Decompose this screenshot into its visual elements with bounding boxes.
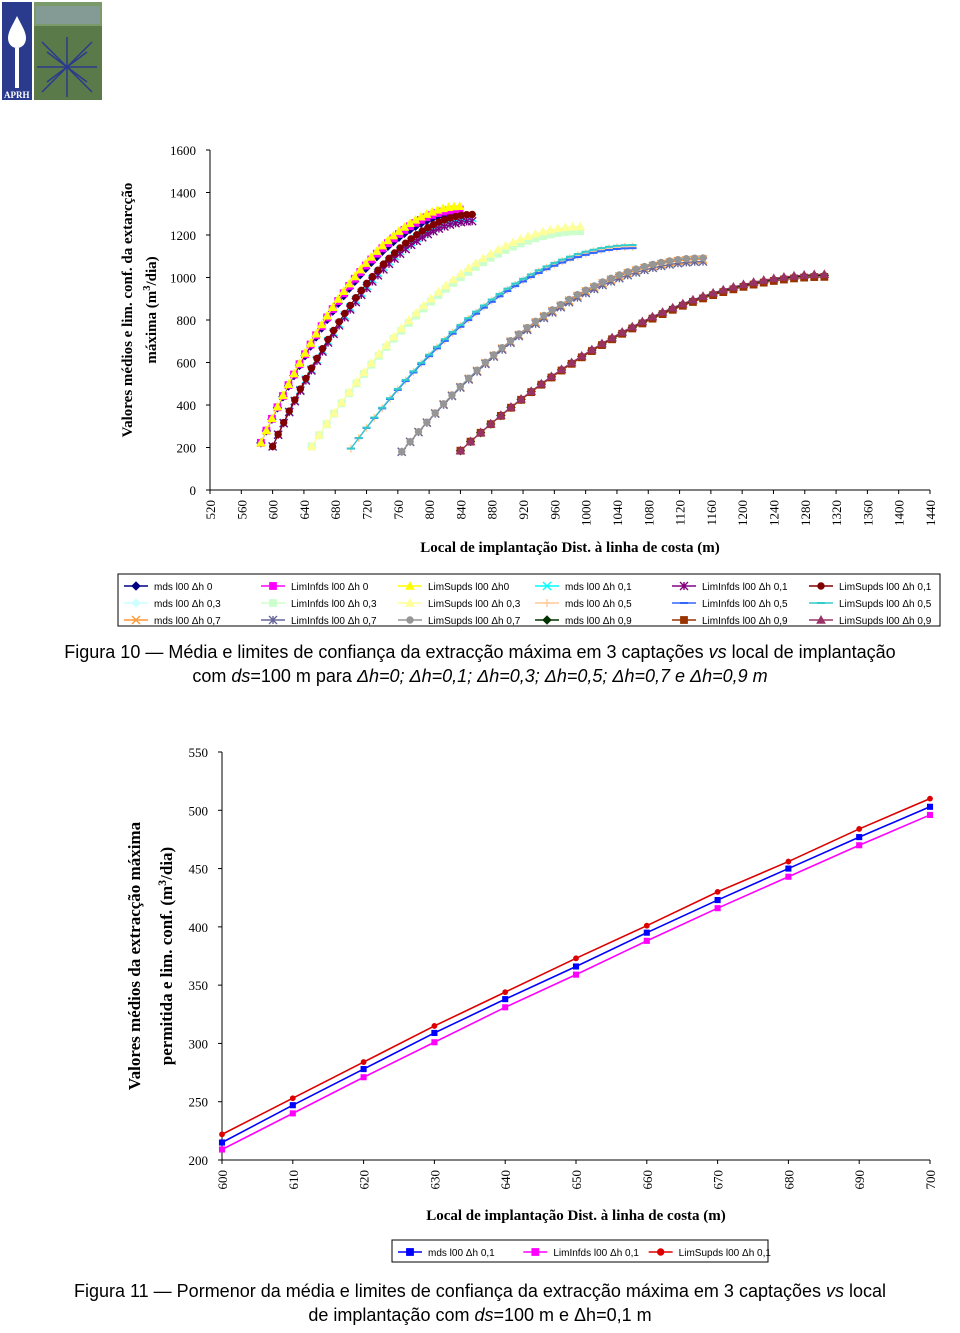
caption-text: =100 m e Δh=0,1 m — [493, 1305, 652, 1325]
legend-label: mds l00 Δh 0,9 — [565, 616, 632, 627]
data-point — [857, 843, 862, 848]
y-axis-title-sup: 3 — [142, 285, 153, 291]
legend-box — [118, 574, 940, 626]
y-axis-title-part: /dia) — [157, 846, 176, 880]
legend-swatch-marker — [818, 583, 824, 589]
series-line — [460, 277, 824, 451]
x-tick-label: 640 — [296, 500, 312, 520]
caption-text: vs — [826, 1281, 844, 1301]
caption-text: Δh=0; Δh=0,1; Δh=0,3; Δh=0,5; Δh=0,7 e Δh=0,9 m — [356, 666, 768, 686]
data-point — [449, 392, 455, 398]
data-point — [415, 429, 421, 435]
data-point — [599, 279, 605, 285]
data-point — [625, 269, 631, 275]
x-tick-label: 630 — [427, 1170, 443, 1190]
data-point — [541, 312, 547, 318]
data-point — [573, 972, 578, 977]
data-point — [583, 287, 589, 293]
data-point — [715, 889, 720, 894]
data-point — [474, 367, 480, 373]
caption-text: de implantação com — [308, 1305, 475, 1325]
legend-label: mds l00 Δh 0,7 — [154, 616, 221, 627]
data-point — [290, 1096, 295, 1101]
x-tick-label: 920 — [516, 500, 532, 520]
data-point — [532, 318, 538, 324]
x-tick-label: 1240 — [766, 500, 782, 526]
legend-swatch-marker — [532, 1249, 539, 1256]
data-point — [465, 375, 471, 381]
logo-org-text: APRH — [4, 90, 30, 100]
y-tick-label: 250 — [188, 1094, 208, 1110]
y-tick-label: 400 — [176, 398, 196, 413]
x-tick-label: 520 — [203, 500, 218, 520]
legend-label: LimSupds l00 Δh 0,1 — [839, 582, 932, 593]
data-point — [290, 1103, 295, 1108]
legend-label: mds l00 Δh 0 — [154, 582, 213, 593]
caption-text: local — [844, 1281, 887, 1301]
data-point — [391, 250, 397, 256]
series-line — [351, 245, 633, 449]
data-point — [573, 964, 578, 969]
x-tick-label: 1000 — [578, 500, 594, 526]
data-point — [658, 259, 664, 265]
data-point — [330, 327, 336, 333]
series-15 — [456, 271, 828, 454]
x-tick-label: 1080 — [641, 500, 657, 526]
y-tick-label: 0 — [189, 483, 196, 498]
series-8 — [308, 223, 584, 450]
x-tick-label: 720 — [359, 500, 375, 520]
legend-swatch-marker — [681, 617, 688, 624]
data-point — [290, 1111, 295, 1116]
data-point — [469, 211, 475, 217]
data-point — [683, 256, 689, 262]
legend-label: LimInfds l00 Δh 0,9 — [702, 616, 788, 627]
data-point — [503, 990, 508, 995]
data-point — [380, 261, 386, 267]
data-point — [566, 296, 572, 302]
series-16 — [457, 273, 828, 454]
data-point — [432, 410, 438, 416]
organization-logo — [2, 2, 102, 100]
y-axis-title-part: /dia) — [144, 256, 160, 286]
series-line — [460, 275, 824, 450]
data-point — [482, 359, 488, 365]
series-line — [273, 214, 473, 446]
y-tick-label: 1600 — [170, 143, 196, 158]
data-point — [314, 355, 320, 361]
x-tick-label: 620 — [356, 1170, 372, 1190]
series-3 — [269, 214, 477, 450]
data-point — [715, 897, 720, 902]
x-tick-label: 1400 — [891, 500, 907, 526]
y-tick-label: 550 — [188, 745, 208, 760]
data-point — [369, 273, 375, 279]
data-point — [375, 267, 381, 273]
y-axis-title-part: permitida e lim. conf. (m — [157, 885, 176, 1066]
data-point — [857, 835, 862, 840]
data-point — [507, 337, 513, 343]
legend-label: mds l00 Δh 0,3 — [154, 599, 221, 610]
y-tick-label: 450 — [188, 861, 208, 877]
caption-text: local de implantação — [726, 642, 896, 662]
x-tick-label: 1440 — [923, 500, 938, 526]
data-point — [927, 804, 932, 809]
x-tick-label: 650 — [569, 1170, 584, 1190]
series-line — [222, 815, 930, 1150]
x-tick-label: 680 — [328, 500, 344, 520]
caption-text: ds — [231, 666, 251, 686]
data-point — [220, 1132, 225, 1137]
series-line — [273, 218, 473, 446]
legend-label: LimInfds l00 Δh 0,1 — [702, 582, 788, 593]
x-tick-label: 1320 — [829, 500, 845, 526]
data-point — [219, 1147, 224, 1152]
data-point — [700, 255, 706, 261]
data-point — [641, 263, 647, 269]
data-point — [786, 866, 791, 871]
legend-swatch-marker — [407, 617, 413, 623]
y-axis-title: Valores médios da extracção máxima — [125, 821, 144, 1091]
series-5 — [269, 211, 475, 449]
y-axis-title — [155, 847, 176, 1065]
chart-detail-extraction — [0, 730, 960, 1270]
legend-label: mds l00 Δh 0,1 — [565, 582, 632, 593]
legend-label: LimInfds l00 Δh 0 — [291, 582, 369, 593]
x-tick-label: 760 — [390, 500, 406, 520]
x-tick-label: 600 — [265, 500, 281, 520]
x-tick-label: 1200 — [735, 500, 751, 526]
data-point — [691, 255, 697, 261]
x-tick-label: 1160 — [703, 500, 719, 526]
data-point — [502, 242, 510, 249]
data-point — [358, 287, 364, 293]
data-point — [432, 1040, 437, 1045]
chart-extraction-vs-distance — [0, 120, 960, 640]
data-point — [325, 336, 331, 342]
y-tick-label: 300 — [188, 1036, 208, 1052]
y-axis-title-part: máxima (m — [144, 290, 160, 364]
x-tick-label: 610 — [285, 1170, 301, 1190]
data-point — [857, 827, 862, 832]
data-point — [499, 344, 505, 350]
x-axis-title: Local de implantação Dist. à linha de costa (m) — [426, 1208, 726, 1224]
y-axis-title — [142, 256, 160, 363]
series-1 — [219, 812, 932, 1152]
data-point — [347, 302, 353, 308]
x-tick-label: 670 — [710, 1170, 726, 1190]
data-point — [608, 275, 614, 281]
x-tick-label: 1280 — [797, 500, 813, 526]
caption-text: vs — [708, 642, 727, 662]
data-point — [402, 240, 408, 246]
data-point — [361, 1075, 366, 1080]
series-line — [312, 227, 580, 447]
data-point — [432, 1030, 437, 1035]
x-tick-label: 960 — [547, 500, 563, 520]
data-point — [399, 449, 405, 455]
data-point — [503, 1005, 508, 1010]
x-tick-label: 660 — [639, 1170, 655, 1190]
data-point — [574, 291, 580, 297]
data-point — [280, 419, 286, 425]
x-tick-label: 640 — [498, 1170, 514, 1190]
data-point — [549, 307, 555, 313]
data-point — [432, 1024, 437, 1029]
x-tick-label: 690 — [852, 1170, 868, 1190]
legend-label: LimInfds l00 Δh 0,3 — [291, 599, 377, 610]
data-point — [353, 295, 359, 301]
legend-label: LimSupds l00 Δh 0,1 — [678, 1248, 771, 1259]
data-point — [650, 261, 656, 267]
data-point — [509, 238, 517, 245]
data-point — [927, 812, 932, 817]
data-point — [491, 352, 497, 358]
data-point — [786, 859, 791, 864]
y-tick-label: 1000 — [170, 270, 196, 286]
data-point — [297, 386, 303, 392]
x-axis-title: Local de implantação Dist. à linha de costa (m) — [420, 540, 720, 556]
legend-label: mds l00 Δh 0,1 — [428, 1248, 495, 1259]
data-point — [341, 310, 347, 316]
series-4 — [269, 217, 477, 450]
data-point — [666, 258, 672, 264]
y-axis-title: Valores médios e lim. conf. da extarcção — [120, 182, 136, 438]
data-point — [503, 997, 508, 1002]
x-tick-label: 1040 — [609, 500, 625, 526]
data-point — [644, 923, 649, 928]
x-tick-label: 880 — [484, 500, 500, 520]
x-tick-label: 700 — [923, 1170, 938, 1190]
data-point — [616, 272, 622, 278]
data-point — [292, 397, 298, 403]
data-point — [613, 244, 621, 252]
caption-text: =100 m para — [250, 666, 357, 686]
data-point — [524, 324, 530, 330]
x-tick-label: 600 — [215, 1170, 230, 1190]
y-tick-label: 400 — [188, 919, 208, 935]
data-point — [440, 401, 446, 407]
y-tick-label: 1400 — [170, 185, 196, 201]
legend-label: LimSupds l00 Δh0 — [428, 582, 510, 593]
y-tick-label: 200 — [188, 1153, 208, 1168]
data-point — [591, 283, 597, 289]
data-point — [487, 250, 495, 257]
data-point — [361, 1060, 366, 1065]
data-point — [597, 246, 605, 254]
data-point — [286, 408, 292, 414]
x-tick-label: 840 — [453, 500, 469, 520]
y-tick-label: 1200 — [170, 228, 196, 243]
data-point — [275, 431, 281, 437]
data-point — [517, 235, 525, 242]
data-point — [574, 956, 579, 961]
data-point — [407, 438, 413, 444]
x-tick-label: 800 — [422, 500, 438, 520]
figure-10-caption — [0, 640, 960, 688]
data-point — [675, 256, 681, 262]
caption-text: ds — [474, 1305, 494, 1325]
data-point — [928, 796, 933, 801]
legend-label: LimSupds l00 Δh 0,7 — [428, 616, 521, 627]
data-point — [397, 245, 403, 251]
data-point — [621, 243, 629, 251]
x-tick-label: 680 — [781, 1170, 797, 1190]
data-point — [715, 906, 720, 911]
data-point — [457, 383, 463, 389]
data-point — [786, 874, 791, 879]
series-17 — [456, 270, 828, 454]
data-point — [424, 419, 430, 425]
legend-swatch-marker — [270, 600, 277, 607]
data-point — [644, 930, 649, 935]
figure-11-caption — [0, 1279, 960, 1327]
data-point — [386, 255, 392, 261]
data-point — [516, 331, 522, 337]
legend-swatch-marker — [657, 1249, 663, 1255]
legend-label: LimInfds l00 Δh 0,7 — [291, 616, 377, 627]
data-point — [361, 1067, 366, 1072]
caption-text: com — [192, 666, 232, 686]
data-point — [269, 443, 275, 449]
y-tick-label: 500 — [188, 803, 208, 819]
legend-label: LimSupds l00 Δh 0,9 — [839, 616, 932, 627]
series-line — [460, 274, 824, 450]
legend-swatch-marker — [270, 583, 277, 590]
legend-label: LimInfds l00 Δh 0,5 — [702, 599, 788, 610]
legend-swatch-marker — [407, 1249, 414, 1256]
data-point — [558, 301, 564, 307]
legend-label: LimInfds l00 Δh 0,1 — [553, 1248, 639, 1259]
caption-text: Figura 10 — Média e limites de confiança da extracção máxima em 3 captações — [64, 642, 709, 662]
y-tick-label: 600 — [176, 355, 196, 371]
data-point — [605, 244, 613, 252]
data-point — [408, 236, 414, 242]
legend-label: LimSupds l00 Δh 0,3 — [428, 599, 521, 610]
data-point — [303, 375, 309, 381]
legend-label: LimSupds l00 Δh 0,5 — [839, 599, 932, 610]
data-point — [629, 243, 637, 251]
x-tick-label: 1360 — [860, 500, 876, 526]
legend-label: mds l00 Δh 0,5 — [565, 599, 632, 610]
y-tick-label: 200 — [176, 440, 196, 456]
y-tick-label: 350 — [188, 978, 208, 994]
caption-text: Figura 11 — Pormenor da média e limites de confiança da extracção máxima em 3 captações — [73, 1281, 826, 1301]
data-point — [336, 319, 342, 325]
data-point — [319, 346, 325, 352]
data-point — [633, 266, 639, 272]
data-point — [308, 365, 314, 371]
x-tick-label: 1120 — [672, 500, 688, 526]
series-11 — [347, 245, 637, 449]
data-point — [644, 938, 649, 943]
y-tick-label: 800 — [176, 313, 196, 328]
y-axis-title-sup: 3 — [155, 879, 169, 886]
x-tick-label: 560 — [234, 500, 250, 520]
data-point — [219, 1140, 224, 1145]
data-point — [364, 280, 370, 286]
